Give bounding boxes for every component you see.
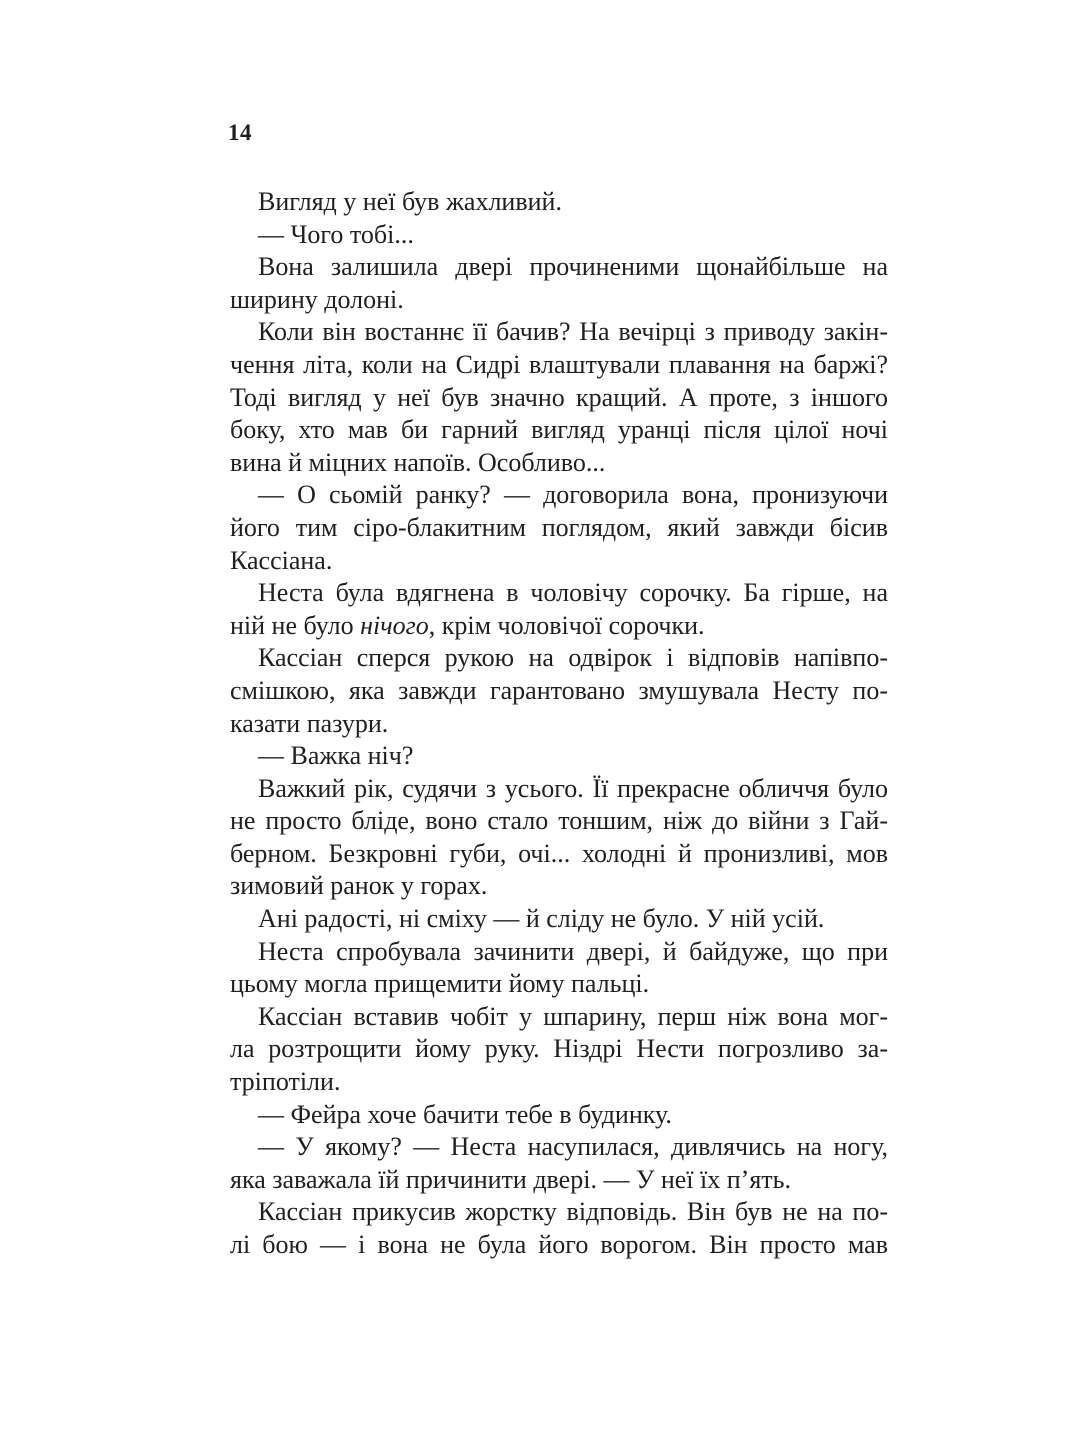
- text-segment: чення літа, коли на Сидрі влаштували плавання на баржі?: [230, 349, 888, 379]
- text-segment: — Важка ніч?: [258, 741, 414, 771]
- text-line: [230, 675, 888, 708]
- text-segment: — Фейра хоче бачити тебе в будинку.: [258, 1099, 672, 1129]
- text-segment: — У якому? — Неста насупилася, дивлячись на ногу,: [258, 1132, 888, 1162]
- text-segment: — О сьомій ранку? — договорила вона, пронизуючи: [258, 480, 888, 510]
- text-segment: цьому могла прищемити йому пальці.: [230, 969, 650, 999]
- text-segment: ній не було: [230, 610, 361, 640]
- text-segment: яка заважала їй причинити двері. — У неї їх п’ять.: [230, 1164, 792, 1194]
- text-segment: тріпотіли.: [230, 1067, 341, 1097]
- text-line: [230, 251, 888, 284]
- text-line: [230, 642, 888, 675]
- text-line: [230, 512, 888, 545]
- text-line: [230, 838, 888, 871]
- text-line: [230, 1001, 888, 1034]
- text-segment: ла розтрощити йому руку. Ніздрі Нести погрозливо за-: [230, 1034, 888, 1064]
- emphasized-text: нічого: [360, 610, 429, 640]
- text-line: [230, 1033, 888, 1066]
- text-segment: Кассіан вставив чобіт у шпарину, перш ніж вона мог-: [258, 1001, 888, 1031]
- text-line: [230, 447, 888, 480]
- text-line: [230, 610, 888, 643]
- text-line: [230, 479, 888, 512]
- text-line: [230, 870, 888, 903]
- text-line: [230, 545, 888, 578]
- text-segment: вина й міцних напоїв. Особливо...: [230, 447, 606, 477]
- text-segment: його тим сіро-блакитним поглядом, який завжди бісив: [230, 512, 888, 542]
- text-line: [230, 773, 888, 806]
- text-segment: Ані радості, ні сміху — й сліду не було. У ній усій.: [258, 904, 825, 934]
- text-segment: Коли він востаннє її бачив? На вечірці з приводу закін-: [258, 317, 888, 347]
- text-line: [230, 414, 888, 447]
- text-segment: зимовий ранок у горах.: [230, 871, 488, 901]
- text-segment: Тоді вигляд у неї був значно кращий. А проте, з іншого: [230, 382, 888, 412]
- text-line: [230, 1164, 888, 1197]
- text-line: [230, 708, 888, 741]
- text-segment: Неста була вдягнена в чоловічу сорочку. Ба гірше, на: [258, 578, 888, 608]
- text-segment: боку, хто мав би гарний вигляд уранці після цілої ночі: [230, 415, 888, 445]
- text-segment: казати пазури.: [230, 708, 389, 738]
- text-segment: смішкою, яка завжди гарантовано змушувала Несту по-: [230, 675, 888, 705]
- text-line: [230, 968, 888, 1001]
- page-number: 14: [228, 120, 252, 145]
- text-line: [230, 1066, 888, 1099]
- text-segment: Важкий рік, судячи з усього. Її прекрасне обличчя було: [258, 773, 888, 803]
- text-segment: Кассіан сперся рукою на одвірок і відповів напівпо-: [258, 643, 888, 673]
- text-line: [230, 577, 888, 610]
- text-line: [230, 186, 888, 219]
- text-line: [230, 1229, 888, 1262]
- text-line: [230, 903, 888, 936]
- text-line: [230, 936, 888, 969]
- page-text: [230, 186, 888, 1262]
- text-segment: не просто бліде, воно стало тоншим, ніж до війни з Гай-: [230, 806, 888, 836]
- text-line: [230, 1131, 888, 1164]
- text-segment: ширину долоні.: [230, 284, 404, 314]
- text-segment: лі бою — і вона не була його ворогом. Він просто мав: [230, 1230, 888, 1259]
- text-segment: Неста спробувала зачинити двері, й байдуже, що при: [258, 936, 888, 966]
- text-segment: Вигляд у неї був жахливий.: [258, 187, 562, 216]
- text-line: [230, 1099, 888, 1132]
- text-segment: — Чого тобі...: [258, 219, 414, 249]
- text-segment: Кассіан прикусив жорстку відповідь. Він був не на по-: [258, 1197, 888, 1227]
- text-line: [230, 316, 888, 349]
- text-line: [230, 349, 888, 382]
- text-segment: Вона залишила двері прочиненими щонайбільше на: [258, 252, 888, 282]
- text-line: [230, 284, 888, 317]
- text-segment: Кассіана.: [230, 545, 333, 575]
- text-line: [230, 382, 888, 415]
- text-segment: берном. Безкровні губи, очі... холодні й пронизливі, мов: [230, 838, 888, 868]
- text-line: [230, 740, 888, 773]
- text-line: [230, 805, 888, 838]
- text-line: [230, 1196, 888, 1229]
- text-line: [230, 219, 888, 252]
- text-segment: , крім чоловічої сорочки.: [428, 610, 705, 640]
